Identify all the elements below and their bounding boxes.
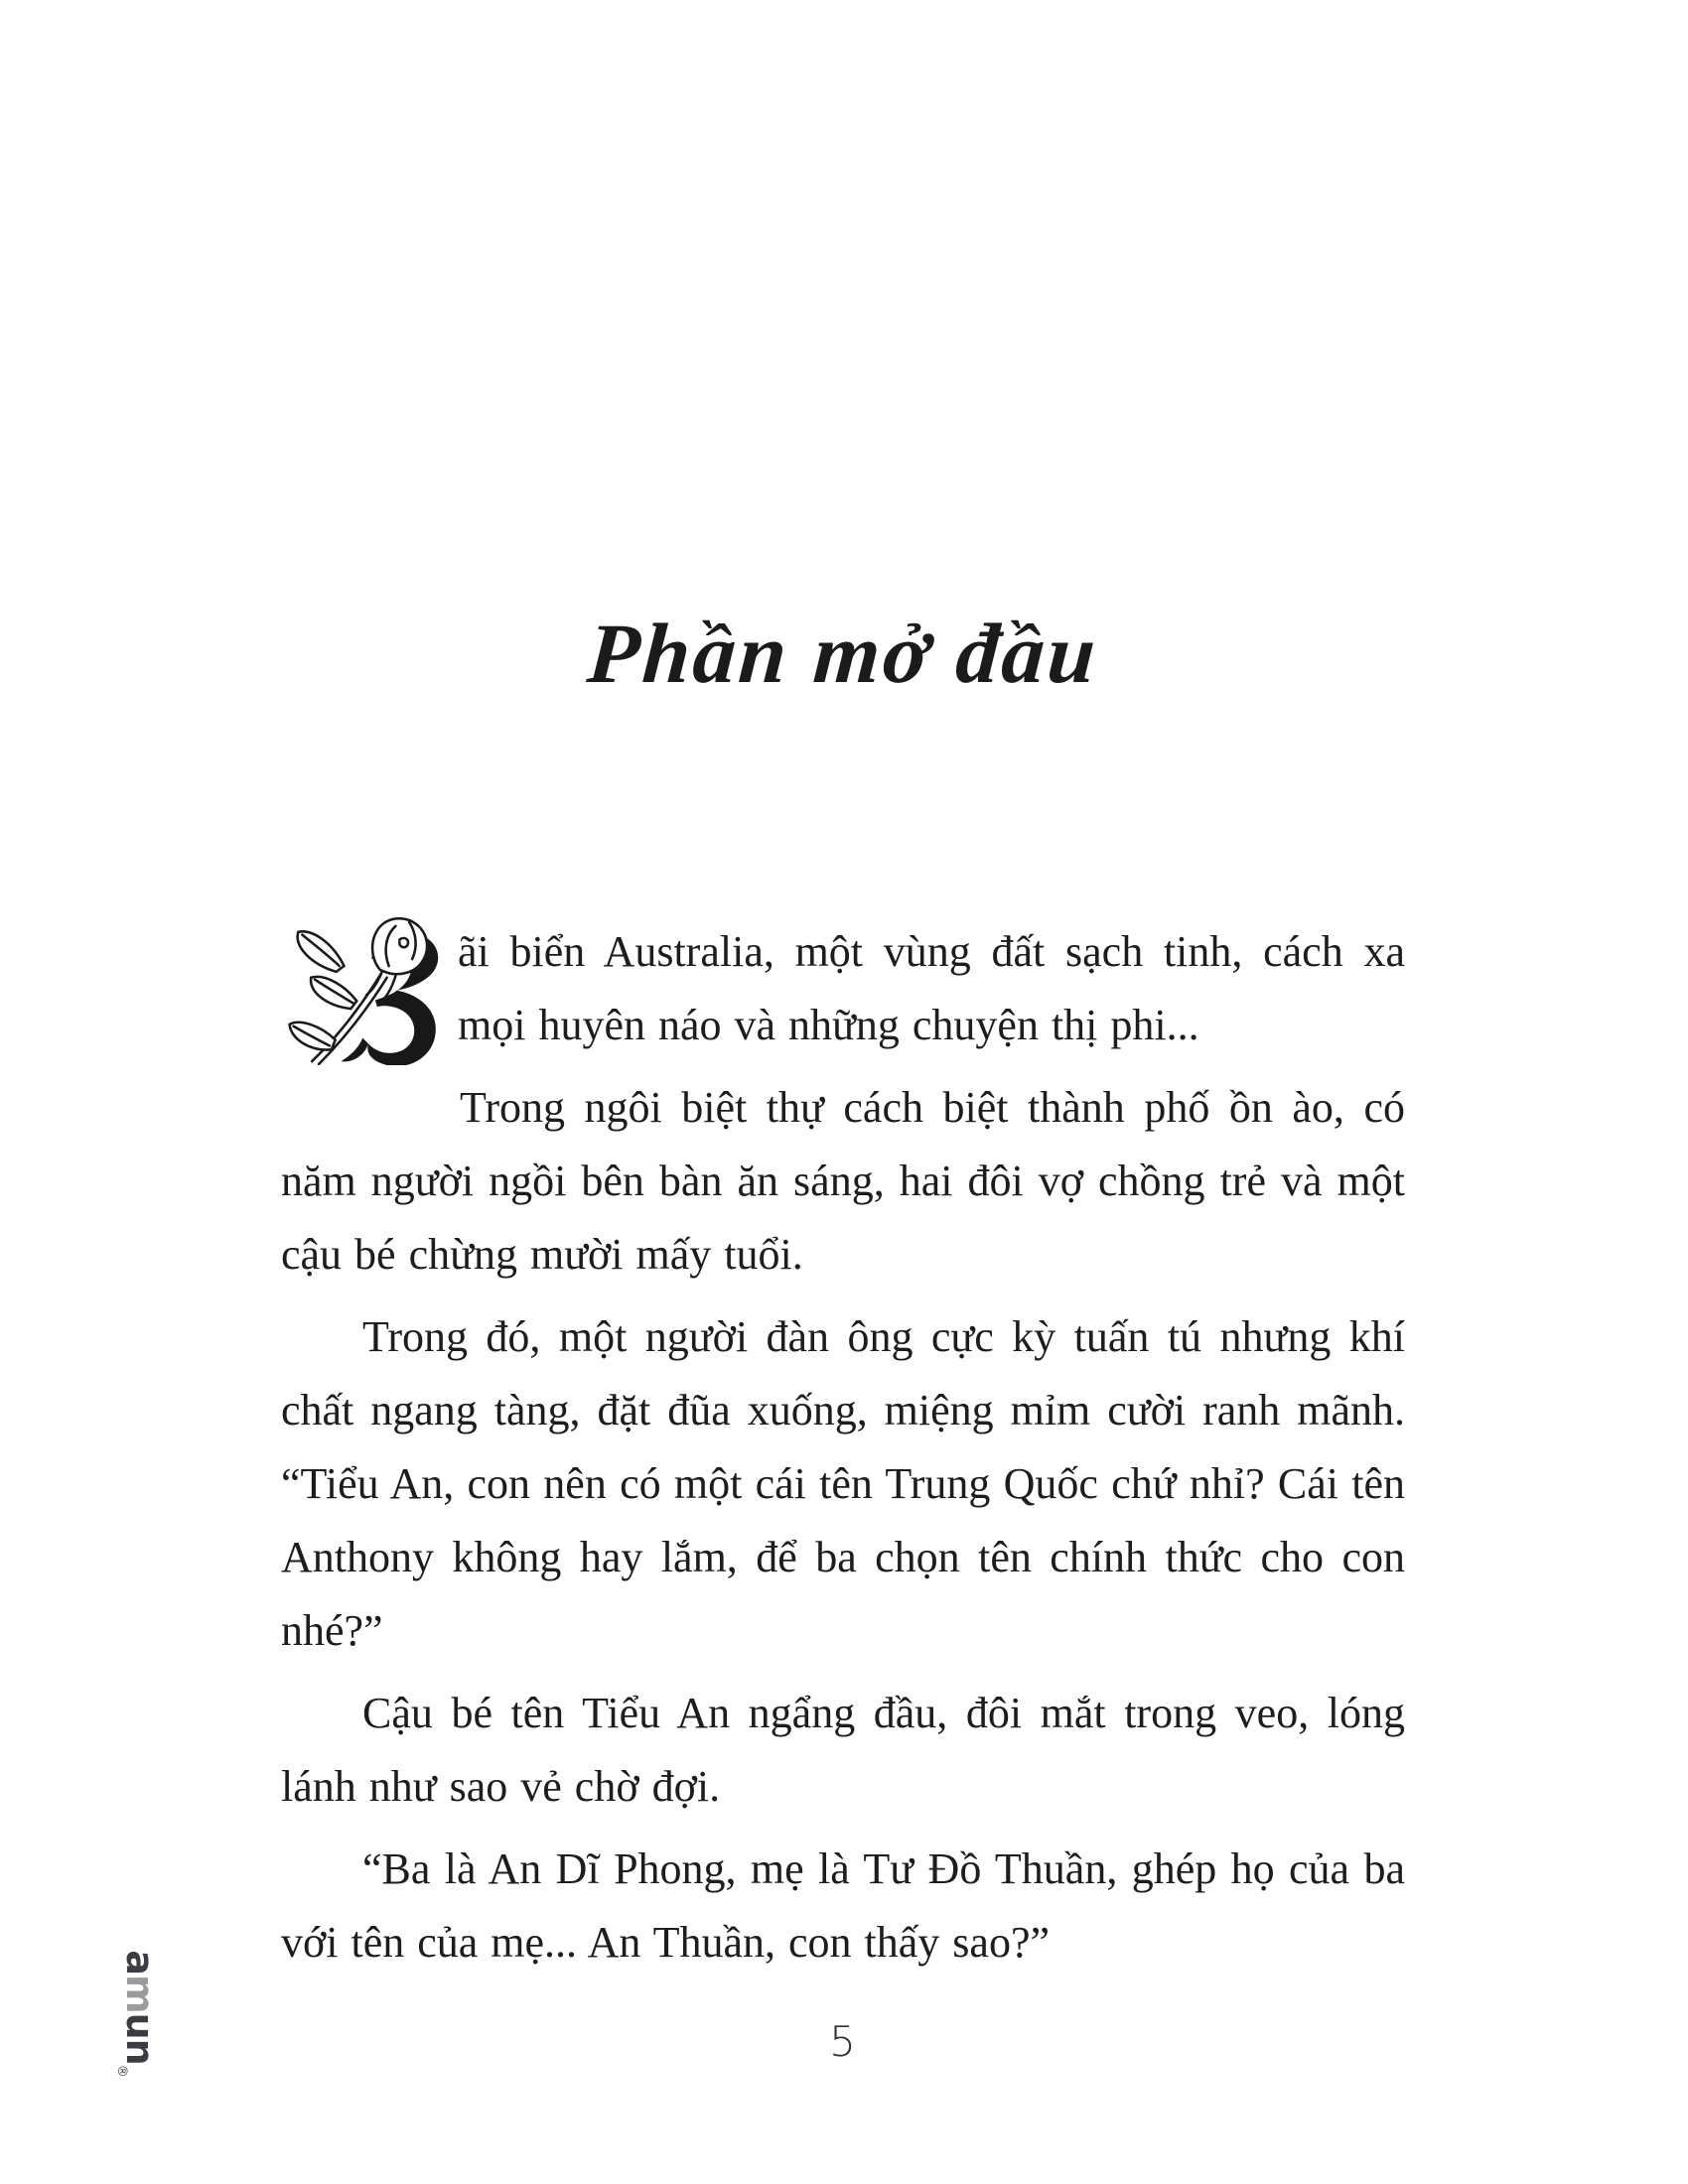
paragraph-text: ãi biển Australia, một vùng đất sạch tinh, cách xa mọi huyên náo và những chuyện thị phi... — [458, 927, 1405, 1049]
chapter-title: Phần mở đầu — [584, 606, 1102, 701]
page-number: 5 — [829, 2017, 857, 2066]
body-text — [281, 915, 1405, 1988]
paragraph-5: “Ba là An Dĩ Phong, mẹ là Tư Đồ Thuần, ghép họ của ba với tên của mẹ... An Thuần, con thấy sao?” — [281, 1844, 1405, 1967]
logo-letters-un: un — [117, 2012, 162, 2065]
rose-dropcap-illustration — [281, 917, 458, 1065]
rose-icon — [281, 917, 458, 1065]
rose-sketch-lines — [290, 918, 427, 1064]
paragraph-3: Trong đó, một người đàn ông cực kỳ tuấn tú nhưng khí chất ngang tàng, đặt đũa xuống, miệng mỉm cười ranh mãnh. “Tiểu An, con nên có một cái tên Trung Quốc chứ nhỉ? Cái tên Anthony không hay lắm, để ba chọn tên chính thức cho con nhé?” — [281, 1312, 1405, 1655]
registered-trademark-icon: ® — [114, 2064, 130, 2077]
logo-letter-m: m — [117, 1974, 162, 2013]
paragraph-4: Cậu bé tên Tiểu An ngẩng đầu, đôi mắt trong veo, lóng lánh như sao vẻ chờ đợi. — [281, 1689, 1405, 1811]
paragraph-1 — [281, 915, 1405, 1062]
logo-letter-a: a — [117, 1950, 162, 1975]
paragraph-2: Trong ngôi biệt thự cách biệt thành phố ồn ào, có năm người ngồi bên bàn ăn sáng, hai đôi vợ chồng trẻ và một cậu bé chừng mười mấy tuổi. — [281, 1083, 1405, 1279]
publisher-logo — [114, 1950, 162, 2076]
